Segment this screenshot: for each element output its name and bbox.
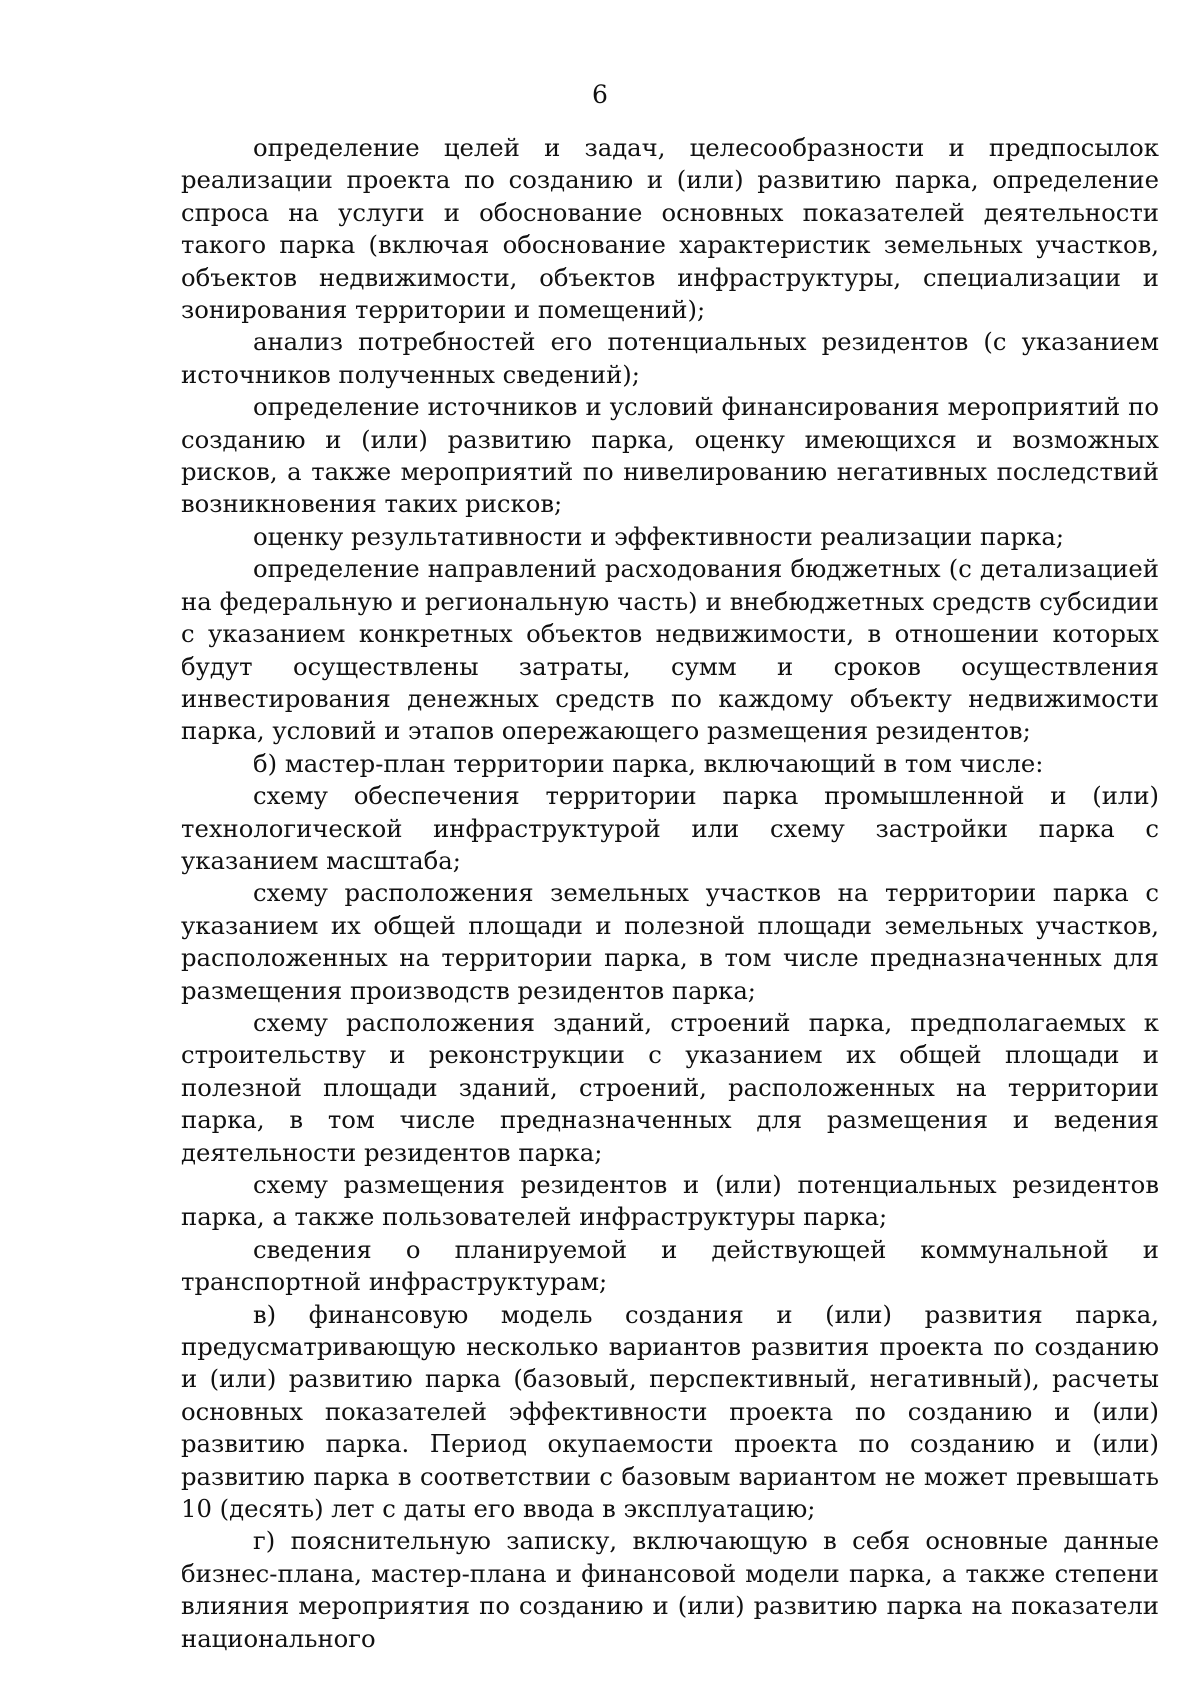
paragraph-buildings-scheme: схему расположения зданий, строений парка, предполагаемых к строительству и реконструкции с указанием их общей площади и полезной площади зданий, строений, расположенных на территории парка, в том числе предназначенных для размещения и ведения деятельности резидентов парка; [181, 1007, 1159, 1167]
page-number: 6 [592, 80, 608, 109]
paragraph-goals-definition: определение целей и задач, целесообразности и предпосылок реализации проекта по созданию и (или) развитию парка, определение спроса на услуги и обоснование основных показателей деятельности такого парка (включая обоснование характеристик земельных участков, объектов недвижимости, объектов инфраструктуры, специализации и зонирования территории и помещений); [181, 133, 1159, 325]
paragraph-effectiveness: оценку результативности и эффективности реализации парка; [253, 521, 1065, 551]
paragraph-land-plots-scheme: схему расположения земельных участков на территории парка с указанием их общей площади и полезной площади земельных участков, расположенных на территории парка, в том числе предназначенных для размещения производств резидентов парка; [181, 878, 1159, 1005]
paragraph-explanatory-note: г) пояснительную записку, включающую в себя основные данные бизнес-плана, мастер-плана и финансовой модели парка, а также степени влияния мероприятия по созданию и (или) развитию парка на показатели национального [181, 1526, 1159, 1653]
paragraph-financial-model: в) финансовую модель создания и (или) развития парка, предусматривающую несколько вариантов развития проекта по созданию и (или) развитию парка (базовый, перспективный, негативный), расчеты основных показателей эффективности проекта по созданию и (или) развитию парка. Период окупаемости проекта по созданию и (или) развитию парка в соответствии с базовым вариантом не может превышать 10 (десять) лет с даты его ввода в эксплуатацию; [181, 1299, 1159, 1524]
paragraph-budget-spending: определение направлений расходования бюджетных (с детализацией на федеральную и региональную часть) и внебюджетных средств субсидии с указанием конкретных объектов недвижимости, в отношении которых будут осуществлены затраты, сумм и сроков осуществления инвестирования денежных средств по каждому объекту недвижимости парка, условий и этапов опережающего размещения резидентов; [181, 554, 1159, 746]
paragraph-financing-sources: определение источников и условий финансирования мероприятий по созданию и (или) развитию парка, оценку имеющихся и возможных рисков, а также мероприятий по нивелированию негативных последствий возникновения таких рисков; [181, 392, 1159, 519]
paragraph-residents-placement: схему размещения резидентов и (или) потенциальных резидентов парка, а также пользователей инфраструктуры парка; [181, 1170, 1159, 1232]
document-body [181, 132, 1159, 1655]
paragraph-infrastructure-scheme: схему обеспечения территории парка промышленной и (или) технологической инфраструктурой или схему застройки парка с указанием масштаба; [181, 781, 1159, 875]
paragraph-utilities-info: сведения о планируемой и действующей коммунальной и транспортной инфраструктурам; [181, 1234, 1159, 1297]
paragraph-residents-needs: анализ потребностей его потенциальных резидентов (с указанием источников полученных сведений); [181, 327, 1159, 389]
paragraph-master-plan: б) мастер-план территории парка, включающий в том числе: [253, 748, 1044, 778]
